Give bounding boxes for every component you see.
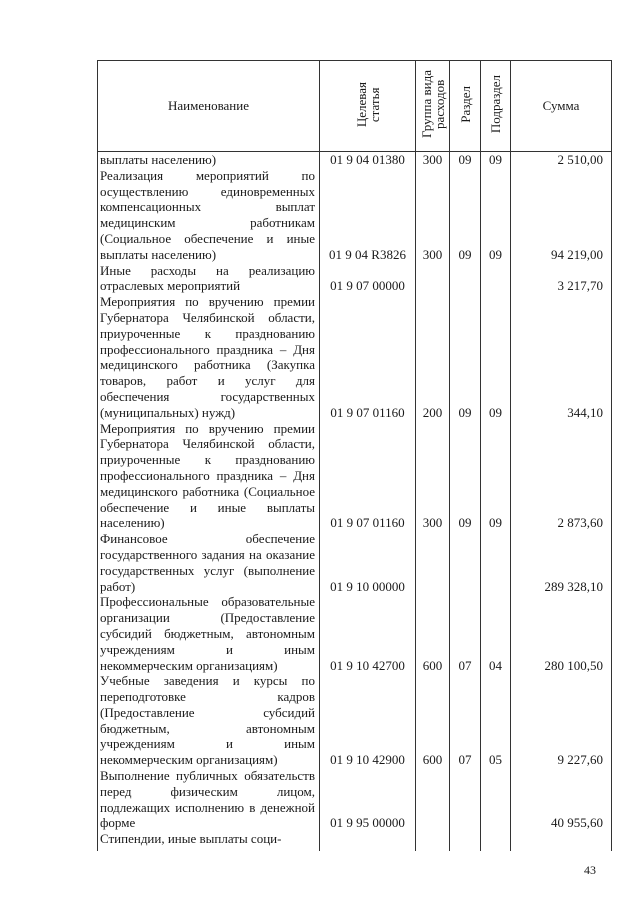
- cell-subsection: 09: [481, 294, 511, 420]
- cell-amount: 9 227,60: [511, 673, 612, 768]
- header-target-article: Целевая статья: [320, 61, 416, 152]
- cell-expense-group: 200: [416, 294, 450, 420]
- cell-target-article: 01 9 04 01380: [320, 152, 416, 168]
- cell-target-article: 01 9 07 01160: [320, 421, 416, 532]
- cell-name: Учебные заведения и курсы по переподготовке кадров (Предоставление субсидий бюджетным, автономным учреждениям и иным некоммерческим организациям): [98, 673, 320, 768]
- cell-section: [450, 831, 481, 851]
- cell-amount: 344,10: [511, 294, 612, 420]
- cell-expense-group: 600: [416, 673, 450, 768]
- cell-name: Финансовое обеспечение государственного задания на оказание государственных услуг (выполнение работ): [98, 531, 320, 594]
- cell-target-article: 01 9 07 01160: [320, 294, 416, 420]
- cell-subsection: 09: [481, 152, 511, 168]
- table-row: [98, 531, 612, 594]
- cell-amount: [511, 831, 612, 851]
- cell-name: Стипендии, иные выплаты соци-: [98, 831, 320, 851]
- table-header-row: [98, 61, 612, 152]
- cell-amount: 40 955,60: [511, 768, 612, 831]
- cell-name: Мероприятия по вручению премии Губернатора Челябинской области, приуроченные к празднованию профессионального праздника – Дня медицинского работника (Социальное обеспечение и иные выплаты населению): [98, 421, 320, 532]
- table-row: [98, 152, 612, 168]
- cell-section: 09: [450, 152, 481, 168]
- cell-target-article: 01 9 95 00000: [320, 768, 416, 831]
- cell-expense-group: [416, 263, 450, 295]
- cell-subsection: [481, 768, 511, 831]
- cell-section: [450, 263, 481, 295]
- cell-expense-group: [416, 831, 450, 851]
- header-expense-group: Группа вида расходов: [416, 61, 450, 152]
- cell-expense-group: 600: [416, 594, 450, 673]
- cell-name: Мероприятия по вручению премии Губернатора Челябинской области, приуроченные к празднованию профессионального праздника – Дня медицинского работника (Закупка товаров, работ и услуг для обеспечения государственных (муниципальных) нужд): [98, 294, 320, 420]
- cell-section: 09: [450, 294, 481, 420]
- cell-amount: 94 219,00: [511, 168, 612, 263]
- cell-amount: 2 873,60: [511, 421, 612, 532]
- cell-target-article: 01 9 10 42700: [320, 594, 416, 673]
- cell-expense-group: 300: [416, 421, 450, 532]
- cell-amount: 289 328,10: [511, 531, 612, 594]
- cell-name: Выполнение публичных обязательств перед физическим лицом, подлежащих исполнению в денежной форме: [98, 768, 320, 831]
- cell-amount: 2 510,00: [511, 152, 612, 168]
- cell-name: выплаты населению): [98, 152, 320, 168]
- cell-target-article: 01 9 10 00000: [320, 531, 416, 594]
- cell-section: 07: [450, 673, 481, 768]
- header-subsection: Подраздел: [481, 61, 511, 152]
- cell-expense-group: [416, 768, 450, 831]
- cell-target-article: 01 9 07 00000: [320, 263, 416, 295]
- cell-name: Иные расходы на реализацию отраслевых мероприятий: [98, 263, 320, 295]
- cell-subsection: 05: [481, 673, 511, 768]
- table-row: [98, 673, 612, 768]
- cell-subsection: 09: [481, 421, 511, 532]
- cell-target-article: [320, 831, 416, 851]
- cell-section: 09: [450, 421, 481, 532]
- cell-expense-group: 300: [416, 168, 450, 263]
- cell-subsection: [481, 263, 511, 295]
- budget-table: [97, 60, 612, 851]
- header-amount: Сумма: [511, 61, 612, 152]
- table-row: [98, 263, 612, 295]
- cell-expense-group: 300: [416, 152, 450, 168]
- cell-name: Профессиональные образовательные организации (Предоставление субсидий бюджетным, автономным учреждениям и иным некоммерческим организациям): [98, 594, 320, 673]
- table-row: [98, 421, 612, 532]
- header-name: Наименование: [98, 61, 320, 152]
- cell-section: [450, 768, 481, 831]
- table-row: [98, 168, 612, 263]
- cell-subsection: [481, 831, 511, 851]
- table-row: [98, 594, 612, 673]
- cell-section: 07: [450, 594, 481, 673]
- cell-name: Реализация мероприятий по осуществлению единовременных компенсационных выплат медицинским работникам (Социальное обеспечение и иные выплаты населению): [98, 168, 320, 263]
- cell-target-article: 01 9 04 R3826: [320, 168, 416, 263]
- cell-section: [450, 531, 481, 594]
- page-number: 43: [584, 863, 596, 877]
- header-section: Раздел: [450, 61, 481, 152]
- cell-expense-group: [416, 531, 450, 594]
- cell-amount: 3 217,70: [511, 263, 612, 295]
- cell-section: 09: [450, 168, 481, 263]
- cell-subsection: 04: [481, 594, 511, 673]
- table-row: [98, 294, 612, 420]
- table-row: [98, 768, 612, 831]
- cell-target-article: 01 9 10 42900: [320, 673, 416, 768]
- table-row: [98, 831, 612, 851]
- cell-amount: 280 100,50: [511, 594, 612, 673]
- cell-subsection: [481, 531, 511, 594]
- cell-subsection: 09: [481, 168, 511, 263]
